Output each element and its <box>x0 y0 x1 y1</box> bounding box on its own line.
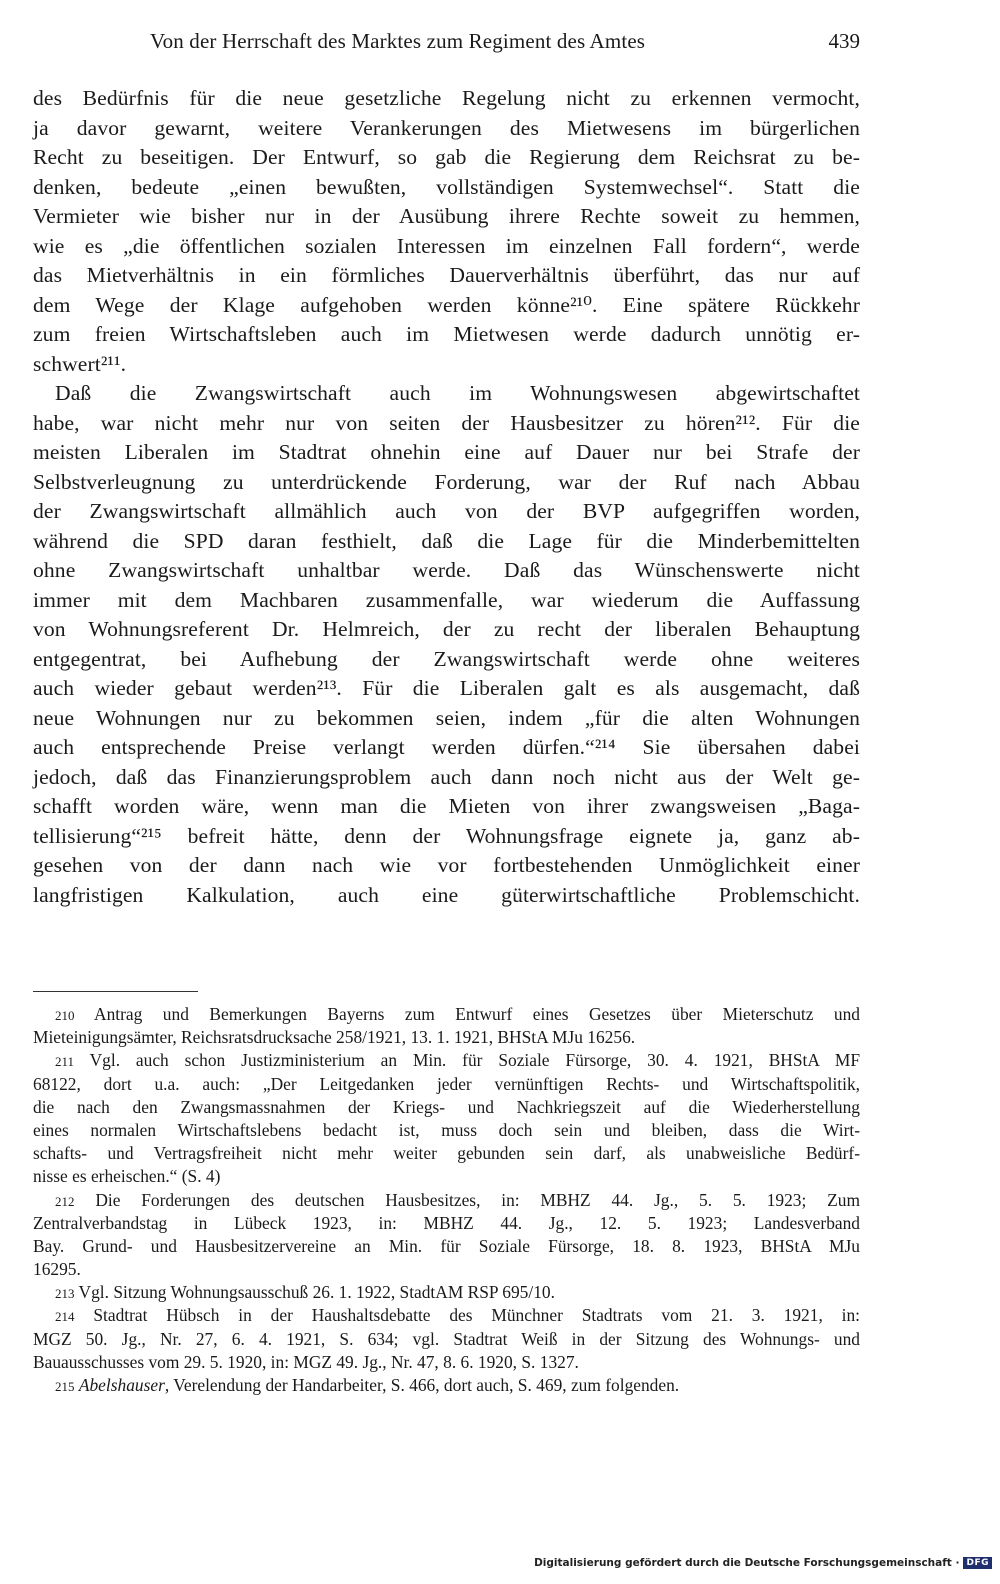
body-line: neue Wohnungen nur zu bekommen seien, indem „für die alten Wohnungen <box>33 705 860 730</box>
footnote-line: Bay. Grund- und Hausbesitzervereine an Min. für Soziale Fürsorge, 18. 8. 1923, BHStA MJu <box>33 1235 860 1256</box>
footnote-author: Abelshauser <box>78 1375 165 1395</box>
footnote-214 <box>33 1304 860 1374</box>
body-line: schwert²¹¹. <box>33 351 127 376</box>
footnote-line: Antrag und Bemerkungen Bayerns zum Entwurf eines Gesetzes über Mieterschutz und <box>94 1004 861 1024</box>
footnote-number: 214 <box>55 1309 75 1325</box>
body-line: auch wieder gebaut werden²¹³. Für die Liberalen galt es als ausgemacht, daß <box>33 676 860 700</box>
body-line: das Mietverhältnis in ein förmliches Dauerverhältnis überführt, das nur auf <box>33 263 860 287</box>
footnote-212 <box>33 1189 860 1282</box>
body-line: langfristigen Kalkulation, auch eine güterwirtschaftliche Problemschicht. <box>33 882 860 907</box>
body-line: zum freien Wirtschaftsleben auch im Mietwesen werde dadurch unnötig er- <box>33 322 860 346</box>
footnote-line: die nach den Zwangsmassnahmen der Kriegs- und Nachkriegszeit auf die Wiederherstellung <box>33 1096 860 1117</box>
body-line: schafft worden wäre, wenn man die Mieten von ihrer zwangsweisen „Baga- <box>33 794 860 818</box>
body-line: dem Wege der Klage aufgehoben werden könne²¹⁰. Eine spätere Rückkehr <box>33 292 860 317</box>
body-line: der Zwangswirtschaft allmählich auch von der BVP aufgegriffen worden, <box>33 499 860 523</box>
body-line: meisten Liberalen im Stadtrat ohnehin eine auf Dauer nur bei Strafe der <box>33 440 860 464</box>
footnote-line: Zentralverbandstag in Lübeck 1923, in: MBHZ 44. Jg., 12. 5. 1923; Landesverband <box>33 1212 860 1233</box>
footnote-number: 215 <box>55 1379 75 1394</box>
footnote-number: 212 <box>55 1193 75 1209</box>
body-line: entgegentrat, bei Aufhebung der Zwangswirtschaft werde ohne weiteres <box>33 646 860 671</box>
footnote-line: eines normalen Wirtschaftslebens bedacht ist, muss doch sein und bleiben, dass die Wirt- <box>33 1119 860 1140</box>
footnote-line: Vgl. auch schon Justizministerium an Min. für Soziale Fürsorge, 30. 4. 1921, BHStA MF <box>89 1050 860 1071</box>
footnote-line: schafts- und Vertragsfreiheit nicht mehr weiter gebunden sein darf, als unabweisliche Bedürf- <box>33 1143 860 1164</box>
body-text <box>33 84 860 910</box>
footnote-divider <box>33 991 198 992</box>
running-header <box>33 24 860 58</box>
footnote-211 <box>33 1049 860 1188</box>
body-line: tellisierung“²¹⁵ befreit hätte, denn der Wohnungsfrage eignete ja, ganz ab- <box>33 823 860 848</box>
body-line: ja davor gewarnt, weitere Verankerungen des Mietwesens im bürgerlichen <box>33 115 860 140</box>
footnote-line: 16295. <box>33 1259 81 1280</box>
credit-text: Digitalisierung gefördert durch die Deutsche Forschungsgemeinschaft · <box>534 1557 960 1569</box>
body-line: Recht zu beseitigen. Der Entwurf, so gab die Regierung dem Reichsrat zu be- <box>33 145 860 169</box>
footnote-line: Vgl. Sitzung Wohnungsausschuß 26. 1. 1922, StadtAM RSP 695/10. <box>78 1282 555 1303</box>
footnote-line: 68122, dort u.a. auch: „Der Leitgedanken jeder vernünftigen Rechts- und Wirtschaftspolitik, <box>33 1073 860 1094</box>
footnote-line: , Verelendung der Handarbeiter, S. 466, dort auch, S. 469, zum folgenden. <box>164 1375 680 1395</box>
body-line: Vermieter wie bisher nur in der Ausübung ihrere Rechte soweit zu hemmen, <box>33 204 860 228</box>
footnote-number: 213 <box>55 1286 75 1302</box>
body-line: von Wohnungsreferent Dr. Helmreich, der zu recht der liberalen Behauptung <box>33 617 860 641</box>
body-line: jedoch, daß das Finanzierungsproblem auch dann noch nicht aus der Welt ge- <box>33 764 860 789</box>
running-title: Von der Herrschaft des Marktes zum Regiment des Amtes <box>150 29 646 53</box>
footnote-number: 211 <box>55 1054 75 1070</box>
footnote-line: Die Forderungen des deutschen Hausbesitzes, in: MBHZ 44. Jg., 5. 5. 1923; Zum <box>95 1189 860 1210</box>
body-line: immer mit dem Machbaren zusammenfalle, war wiederum die Auffassung <box>33 587 860 612</box>
body-line: während die SPD daran festhielt, daß die Lage für die Minderbemittelten <box>33 528 860 553</box>
body-line: gesehen von der dann nach wie vor fortbestehenden Unmöglichkeit einer <box>33 853 860 877</box>
footnote-line: Stadtrat Hübsch in der Haushaltsdebatte des Münchner Stadtrats vom 21. 3. 1921, in: <box>93 1305 860 1326</box>
page-number: 439 <box>828 29 860 53</box>
dfg-logo-icon: DFG <box>963 1557 992 1569</box>
body-line: ohne Zwangswirtschaft unhaltbar werde. Daß das Wünschenswerte nicht <box>33 558 860 582</box>
footnote-210 <box>33 1003 860 1049</box>
digitization-credit <box>534 1553 992 1573</box>
body-line: habe, war nicht mehr nur von seiten der Hausbesitzer zu hören²¹². Für die <box>33 410 860 435</box>
footnote-line: Bauausschusses vom 29. 5. 1920, in: MGZ 49. Jg., Nr. 47, 8. 6. 1920, S. 1327. <box>33 1351 579 1372</box>
body-line: Selbstverleugnung zu unterdrückende Forderung, war der Ruf nach Abbau <box>33 469 860 494</box>
footnote-line: Mieteinigungsämter, Reichsratsdrucksache 258/1921, 13. 1. 1921, BHStA MJu 16256. <box>33 1027 636 1048</box>
footnote-line: MGZ 50. Jg., Nr. 27, 6. 4. 1921, S. 634; vgl. Stadtrat Weiß in der Sitzung des Wohnungs- und <box>33 1328 860 1349</box>
body-line: auch entsprechende Preise verlangt werden dürfen.“²¹⁴ Sie übersahen dabei <box>33 735 860 759</box>
footnote-215 <box>33 1374 860 1397</box>
footnote-number: 210 <box>55 1008 75 1023</box>
body-line: des Bedürfnis für die neue gesetzliche Regelung nicht zu erkennen vermocht, <box>33 86 860 110</box>
body-line: denken, bedeute „einen bewußten, vollständigen Systemwechsel“. Statt die <box>33 174 860 199</box>
footnote-213 <box>33 1281 860 1304</box>
body-line: wie es „die öffentlichen sozialen Interessen im einzelnen Fall fordern“, werde <box>33 233 860 258</box>
footnotes <box>33 1003 860 1397</box>
body-line: Daß die Zwangswirtschaft auch im Wohnungswesen abgewirtschaftet <box>55 381 860 405</box>
footnote-line: nisse es erheischen.“ (S. 4) <box>33 1166 221 1187</box>
